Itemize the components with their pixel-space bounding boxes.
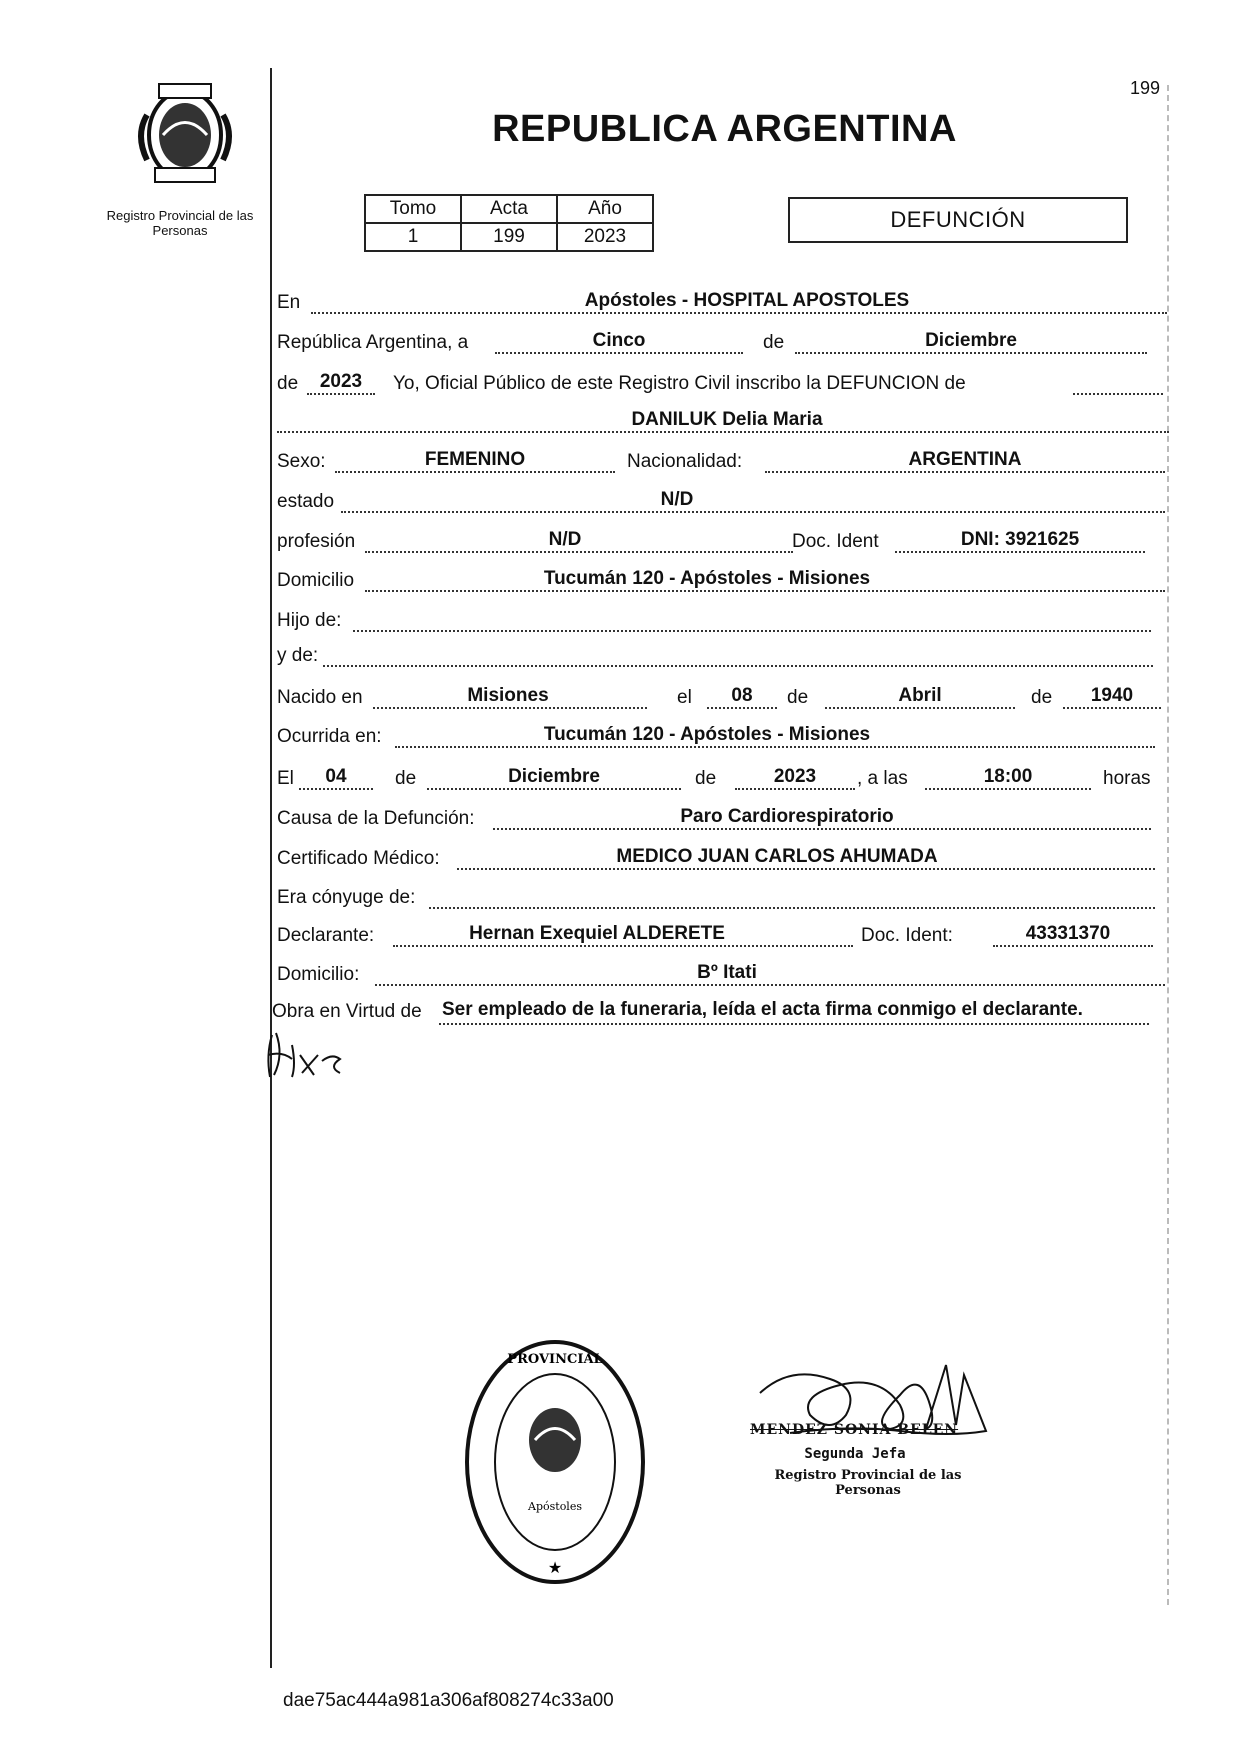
label-doc-declarante: Doc. Ident: <box>861 925 953 946</box>
label-estado: estado <box>277 491 335 512</box>
margin-rule <box>270 68 272 1668</box>
label-de: de <box>763 332 785 353</box>
value-anio-nacimiento: 1940 <box>1090 685 1134 706</box>
header-acta: Acta <box>461 195 557 223</box>
header-tomo: Tomo <box>365 195 461 223</box>
value-hora: 18:00 <box>983 766 1033 787</box>
value-dia-defuncion: 04 <box>325 766 347 787</box>
text-inscripcion: Yo, Oficial Público de este Registro Civil inscribo la DEFUNCION de <box>393 373 966 394</box>
record-table <box>364 194 654 252</box>
label-de-mes-nacimiento: de <box>787 687 809 708</box>
label-domicilio: Domicilio <box>277 570 355 591</box>
svg-text:PROVINCIAL: PROVINCIAL <box>507 1352 603 1367</box>
label-el: el <box>677 687 692 708</box>
value-dia-registro: Cinco <box>592 330 646 351</box>
value-mes-nacimiento: Abril <box>898 685 942 706</box>
value-estado: N/D <box>660 489 694 510</box>
header-anio: Año <box>557 195 653 223</box>
value-anio-defuncion: 2023 <box>773 766 817 787</box>
document-hash: dae75ac444a981a306af808274c33a00 <box>283 1690 614 1711</box>
label-a-las: , a las <box>857 768 908 789</box>
label-sexo: Sexo: <box>277 451 326 472</box>
value-lugar-nacimiento: Misiones <box>467 685 549 706</box>
official-signature-icon <box>750 1345 1010 1455</box>
svg-text:Apóstoles: Apóstoles <box>528 1500 582 1513</box>
label-ocurrida: Ocurrida en: <box>277 726 382 747</box>
value-obra: Ser empleado de la funeraria, leída el acta firma conmigo el declarante. <box>442 999 1083 1020</box>
value-declarante: Hernan Exequiel ALDERETE <box>469 923 725 944</box>
label-causa: Causa de la Defunción: <box>277 808 475 829</box>
value-sexo: FEMENINO <box>424 449 526 470</box>
value-causa: Paro Cardiorespiratorio <box>680 806 894 827</box>
value-anio: 2023 <box>557 223 653 251</box>
right-edge-dashes <box>1167 85 1169 1605</box>
value-mes-defuncion: Diciembre <box>508 766 600 787</box>
registry-label: Registro Provincial de las Personas <box>106 208 254 238</box>
label-domicilio-declarante: Domicilio: <box>277 964 360 985</box>
value-doc-declarante: 43331370 <box>1025 923 1111 944</box>
value-dni: DNI: 3921625 <box>960 529 1080 550</box>
label-republica: República Argentina, a <box>277 332 469 353</box>
value-dia-nacimiento: 08 <box>731 685 753 706</box>
label-profesion: profesión <box>277 531 356 552</box>
label-nacionalidad: Nacionalidad: <box>627 451 743 472</box>
label-de-mes-defuncion: de <box>395 768 417 789</box>
value-ocurrida: Tucumán 120 - Apóstoles - Misiones <box>543 724 871 745</box>
label-horas: horas <box>1103 768 1151 789</box>
value-domicilio-declarante: Bº Itati <box>697 962 757 983</box>
label-de-anio-defuncion: de <box>695 768 717 789</box>
value-nacionalidad: ARGENTINA <box>908 449 1022 470</box>
label-obra: Obra en Virtud de <box>272 1001 422 1022</box>
value-domicilio: Tucumán 120 - Apóstoles - Misiones <box>543 568 871 589</box>
label-declarante: Declarante: <box>277 925 375 946</box>
declarant-signature-icon <box>262 1025 352 1085</box>
official-role: Segunda Jefa <box>804 1446 906 1462</box>
label-hijo-de: Hijo de: <box>277 610 342 631</box>
value-nombre: DANILUK Delia Maria <box>631 409 823 430</box>
value-anio-registro: 2023 <box>319 371 363 392</box>
label-certificado: Certificado Médico: <box>277 848 440 869</box>
value-acta: 199 <box>461 223 557 251</box>
label-doc-ident: Doc. Ident <box>792 531 879 552</box>
page-number: 199 <box>1130 78 1161 98</box>
label-en: En <box>277 292 301 313</box>
label-nacido: Nacido en <box>277 687 363 708</box>
label-de-anio: de <box>277 373 299 394</box>
label-de-anio-nacimiento: de <box>1031 687 1053 708</box>
registry-seal-icon <box>460 1335 650 1590</box>
value-profesion: N/D <box>548 529 582 550</box>
document-title: REPUBLICA ARGENTINA <box>492 108 957 150</box>
label-el-defuncion: El <box>277 768 294 789</box>
label-y-de: y de: <box>277 645 319 666</box>
official-name: MENDEZ SONIA BELEN <box>750 1422 959 1438</box>
value-tomo: 1 <box>365 223 461 251</box>
label-conyuge: Era cónyuge de: <box>277 887 416 908</box>
value-certificado: MEDICO JUAN CARLOS AHUMADA <box>616 846 938 867</box>
value-mes-registro: Diciembre <box>925 330 1017 351</box>
official-office: Registro Provincial de las Personas <box>774 1468 962 1498</box>
value-place: Apóstoles - HOSPITAL APOSTOLES <box>584 290 910 311</box>
record-type-box: DEFUNCIÓN <box>788 197 1128 243</box>
svg-text:★: ★ <box>547 1558 563 1577</box>
